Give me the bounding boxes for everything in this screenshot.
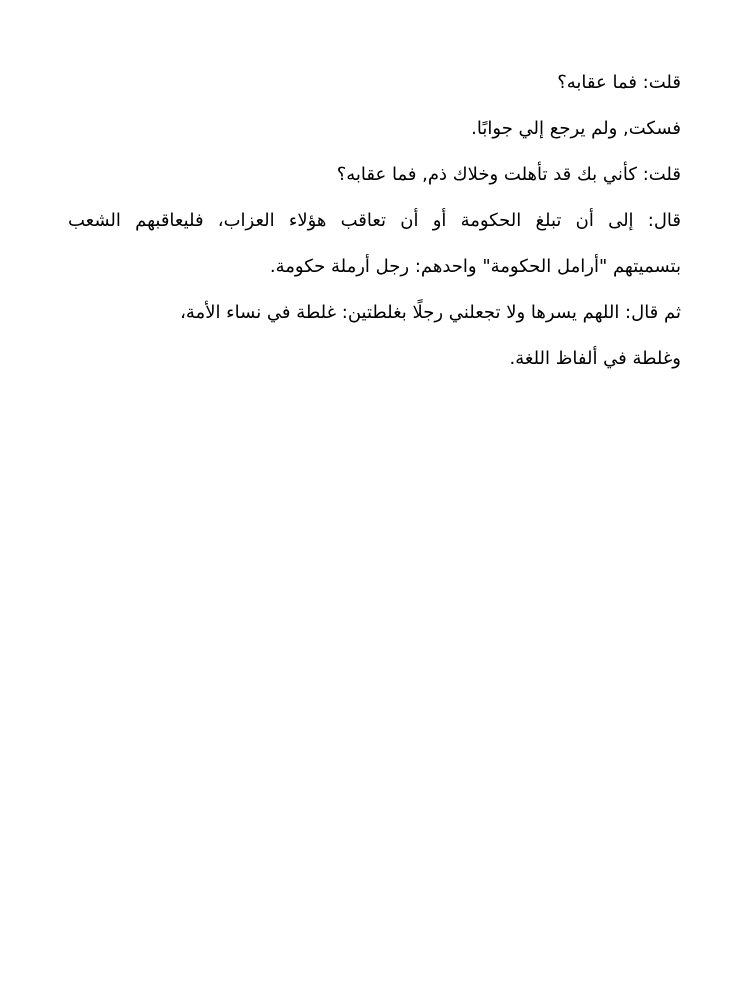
text-line: بتسميتهم "أرامل الحكومة" واحدهم: رجل أرملة حكومة. xyxy=(269,256,681,277)
text-line: قلت: كأني بك قد تأهلت وخلاك ذم, فما عقابه؟ xyxy=(336,164,681,185)
text-line: قلت: فما عقابه؟ xyxy=(557,72,681,93)
text-line: فسكت, ولم يرجع إلي جوابًا. xyxy=(471,118,681,139)
text-line: قال: إلى أن تبلغ الحكومة أو أن تعاقب هؤلاء العزاب، فليعاقبهم الشعب xyxy=(68,210,681,231)
body-text xyxy=(68,60,681,382)
text-line: وغلطة في ألفاظ اللغة. xyxy=(509,348,681,369)
text-line: ثم قال: اللهم يسرها ولا تجعلني رجلًا بغلطتين: غلطة في نساء الأمة، xyxy=(180,302,681,323)
